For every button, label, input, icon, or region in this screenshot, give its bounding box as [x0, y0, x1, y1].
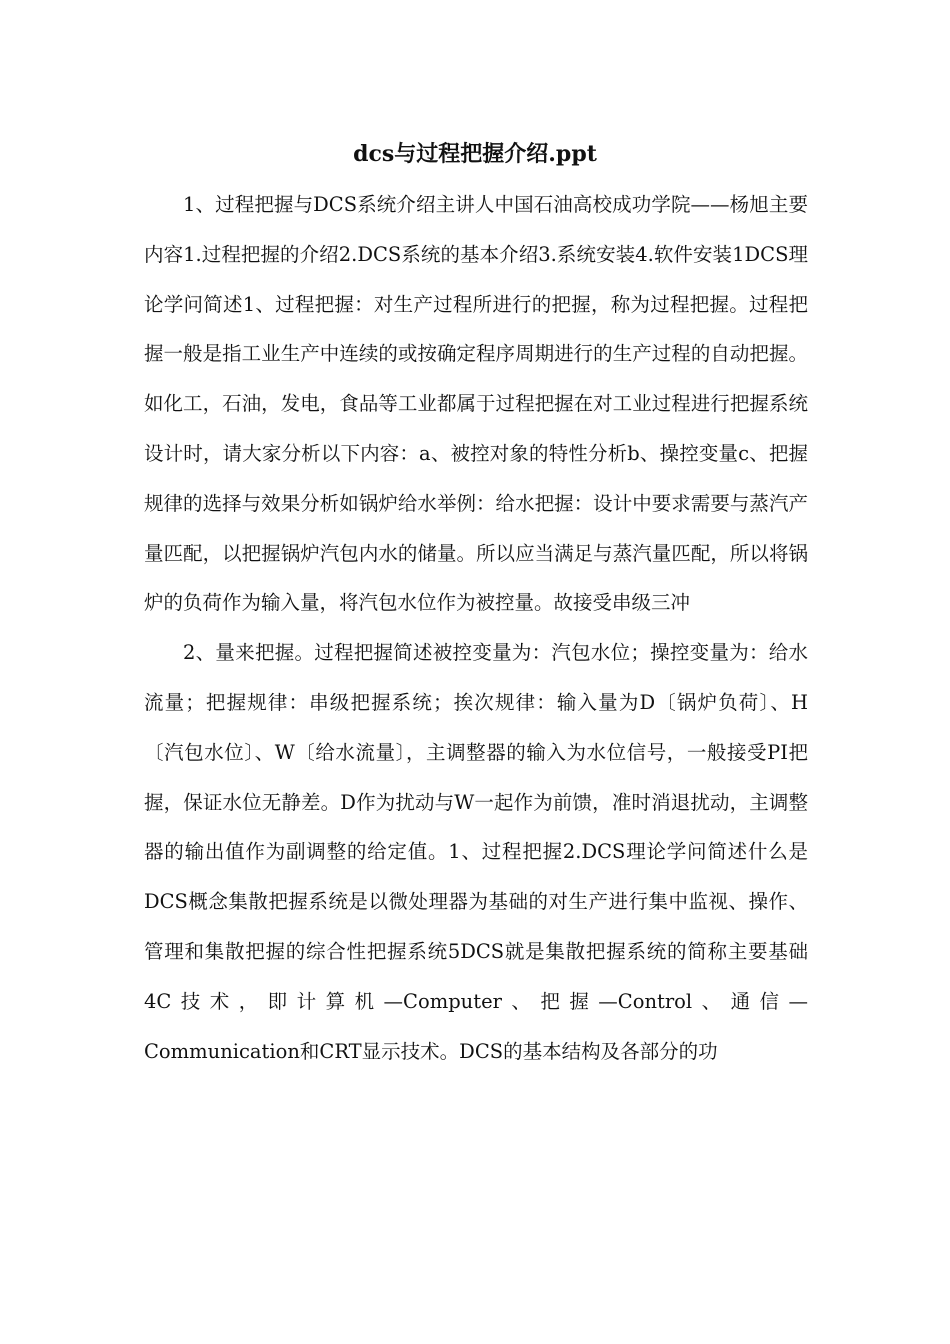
document-title: dcs与过程把握介绍.ppt: [353, 141, 597, 167]
paragraph-1: 1、过程把握与DCS系统介绍主讲人中国石油高校成功学院——杨旭主要内容1.过程把握的介绍2.DCS系统的基本介绍3.系统安装4.软件安装1DCS理论学问简述1、过程把握：对生产过程所进行的把握，称为过程把握。过程把握一般是指工业生产中连续的或按确定程序周期进行的生产过程的自动把握。如化工，石油，发电，食品等工业都属于过程把握在对工业过程进行把握系统设计时，请大家分析以下内容：a、被控对象的特性分析b、操控变量c、把握规律的选择与效果分析如锅炉给水举例：给水把握：设计中要求需要与蒸汽产量匹配，以把握锅炉汽包内水的储量。所以应当满足与蒸汽量匹配，所以将锅炉的负荷作为输入量，将汽包水位作为被控量。故接受串级三冲: [144, 193, 808, 615]
paragraph-2: 2、量来把握。过程把握简述被控变量为：汽包水位；操控变量为：给水流量；把握规律：串级把握系统；挨次规律：输入量为D〔锅炉负荷〕、H〔汽包水位〕、W〔给水流量〕，主调整器的输入为水位信号，一般接受PI把握，保证水位无静差。D作为扰动与W一起作为前馈，准时消退扰动，主调整器的输出值作为副调整的给定值。1、过程把握2.DCS理论学问简述什么是DCS概念集散把握系统是以微处理器为基础的对生产进行集中监视、操作、管理和集散把握的综合性把握系统5DCS就是集散把握系统的简称主要基础4C技术，即计算机—Computer、把握—Control、通信—Communication和CRT显示技术。DCS的基本结构及各部分的功: [144, 641, 808, 1063]
document-body: [144, 180, 808, 1076]
